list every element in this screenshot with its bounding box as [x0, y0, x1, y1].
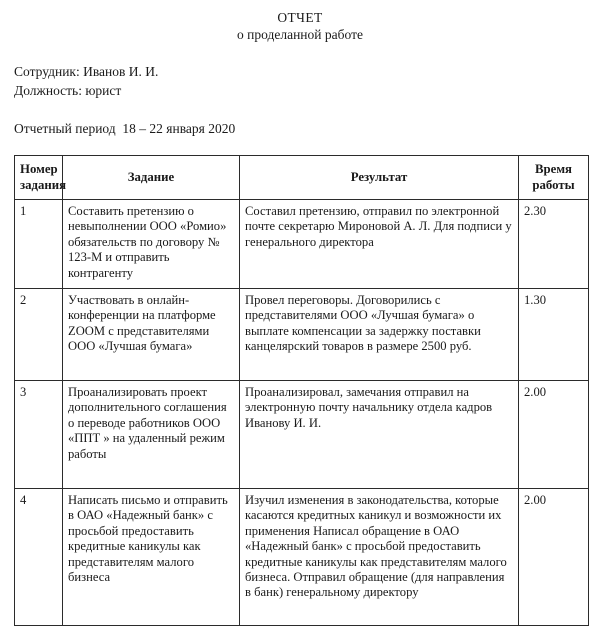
- reporting-period-line: Отчетный период 18 – 22 января 2020: [14, 121, 236, 136]
- employee-position-line: Должность: юрист: [14, 83, 122, 98]
- table-body: [15, 200, 589, 626]
- cell-task-number: 2: [15, 289, 63, 381]
- cell-task-result: Изучил изменения в законодательства, которые касаются кредитных каникул и возможности их применения Написал обращение в ОАО «Надежный банк» с просьбой предоставить кредитные каникулы как представителям малого бизнеса. Отправил обращение (для направления в банк) генеральному директору: [240, 489, 519, 626]
- cell-task-number: 4: [15, 489, 63, 626]
- cell-task-description: Участвовать в онлайн-конференции на платформе ZOOM с представителями ООО «Лучшая бумага»: [63, 289, 240, 381]
- report-table: [14, 155, 589, 626]
- cell-task-time: 2.00: [519, 381, 589, 489]
- report-table-wrapper: [0, 155, 600, 626]
- table-row: [15, 489, 589, 626]
- cell-task-time: 1.30: [519, 289, 589, 381]
- employee-name-line: Сотрудник: Иванов И. И.: [14, 64, 159, 79]
- table-row: [15, 381, 589, 489]
- table-row: [15, 289, 589, 381]
- cell-task-result: Составил претензию, отправил по электронной почте секретарю Мироновой А. Л. Для подписи у генерального директора: [240, 200, 519, 289]
- column-header-task: Задание: [63, 156, 240, 200]
- document-title-block: [0, 0, 600, 44]
- column-header-number: Номер задания: [15, 156, 63, 200]
- cell-task-number: 1: [15, 200, 63, 289]
- column-header-time: Время работы: [519, 156, 589, 200]
- table-header-row: [15, 156, 589, 200]
- table-row: [15, 200, 589, 289]
- employee-meta-block: [0, 62, 600, 100]
- table-header: [15, 156, 589, 200]
- cell-task-time: 2.00: [519, 489, 589, 626]
- column-header-result: Результат: [240, 156, 519, 200]
- cell-task-result: Провел переговоры. Договорились с представителями ООО «Лучшая бумага» о выплате компенсации за задержку поставки канцелярский товаров в размере 2500 руб.: [240, 289, 519, 381]
- cell-task-description: Проанализировать проект дополнительного соглашения о переводе работников ООО «ППТ » на удаленный режим работы: [63, 381, 240, 489]
- cell-task-result: Проанализировал, замечания отправил на электронную почту начальнику отдела кадров Иванову И. И.: [240, 381, 519, 489]
- cell-task-description: Написать письмо и отправить в ОАО «Надежный банк» с просьбой предоставить кредитные каникулы как представителям малого бизнеса: [63, 489, 240, 626]
- page-subtitle: о проделанной работе: [237, 27, 363, 42]
- cell-task-description: Составить претензию о невыполнении ООО «Ромио» обязательств по договору № 123-М и отправить контрагенту: [63, 200, 240, 289]
- page-title: ОТЧЕТ: [277, 10, 323, 25]
- cell-task-time: 2.30: [519, 200, 589, 289]
- cell-task-number: 3: [15, 381, 63, 489]
